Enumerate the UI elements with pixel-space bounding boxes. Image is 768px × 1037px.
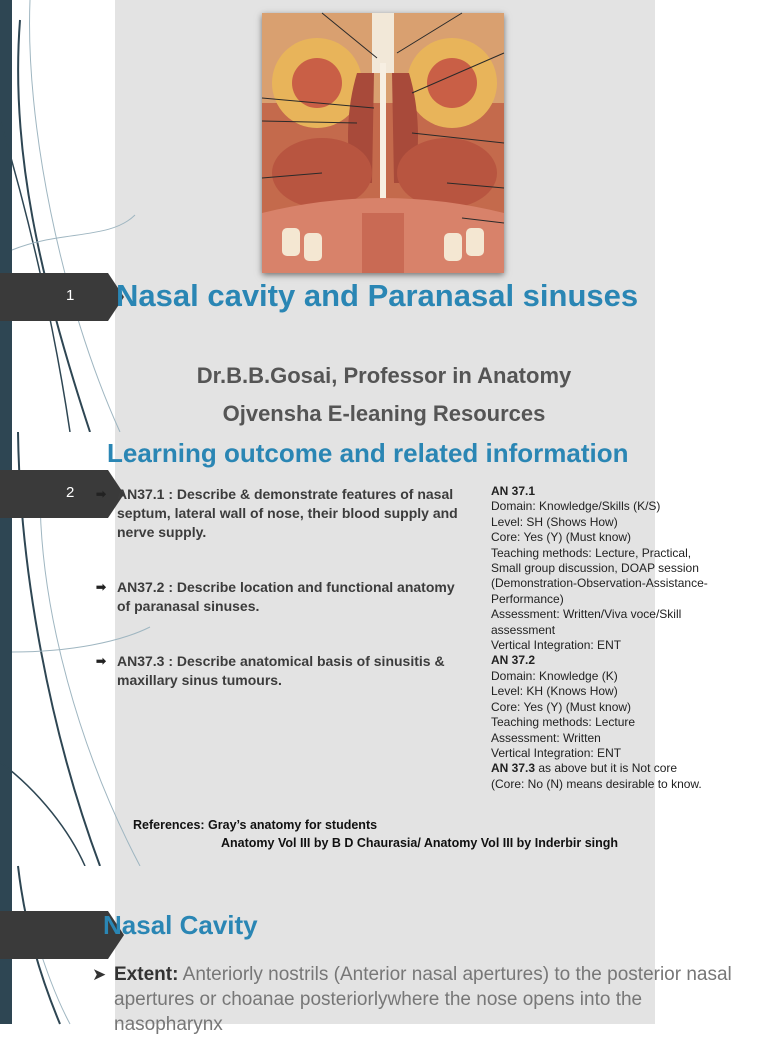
references-line-1: References: Gray’s anatomy for students [133,818,378,832]
detail-line: Domain: Knowledge (K) [491,668,618,683]
outcome-item-3 [96,652,466,690]
detail-line: Assessment: Written/Viva voce/Skill [491,607,682,622]
detail-line: Core: Yes (Y) (Must know) [491,699,632,714]
slide-2 [0,432,768,866]
author-line: Dr.B.B.Gosai, Professor in Anatomy [196,363,572,388]
outcome-text: AN37.3 : Describe anatomical basis of sinusitis & maxillary sinus tumours. [117,653,445,688]
slide-number-tab [0,273,108,321]
slide-title: Nasal cavity and Paranasal sinuses [116,278,639,313]
organization-line: Ojvensha E-leaning Resources [222,401,546,426]
detail-line: Performance) [491,591,564,606]
nasal-anatomy-illustration [262,13,504,273]
outcome-text: AN37.2 : Describe location and functional anatomy of paranasal sinuses. [117,579,455,614]
detail-line: Core: Yes (Y) (Must know) [491,530,632,545]
an372-heading: AN 37.2 [491,653,536,668]
outcome-item-2 [96,578,466,616]
slide-number-tab [0,911,108,959]
an371-heading: AN 37.1 [491,484,536,498]
extent-bullet [92,962,742,1037]
slide-number-tab [0,470,108,518]
pointing-arrow-icon: ➡ [96,487,107,501]
references-line-2: Anatomy Vol III by B D Chaurasia/ Anatomy Vol III by Inderbir singh [221,836,619,850]
extent-label: Extent: [114,964,179,985]
slide-number: 1 [66,287,75,304]
slide-1 [0,0,768,432]
chevron-arrow-icon: ➤ [92,965,107,984]
pointing-arrow-icon: ➡ [96,580,107,594]
an373-heading: AN 37.3 [491,761,536,776]
outcome-text: AN37.1 : Describe & demonstrate features of nasal septum, lateral wall of nose, their blood supply and nerve supply. [117,486,458,540]
detail-line: Teaching methods: Lecture [491,715,636,730]
detail-line: Assessment: Written [491,730,601,745]
extent-body [114,962,742,1037]
detail-line: Small group discussion, DOAP session [491,561,699,576]
slide-title: Learning outcome and related information [107,438,629,468]
detail-line: Vertical Integration: ENT [491,638,622,653]
slide-title: Nasal Cavity [103,910,258,940]
outcome-item-1 [96,485,466,542]
detail-line: (Core: No (N) means desirable to know. [491,776,702,791]
slide-3 [0,866,768,1035]
detail-line: Teaching methods: Lecture, Practical, [491,545,692,560]
an373-text: as above but it is Not core [535,761,678,776]
detail-line: assessment [491,622,556,637]
extent-text: Anteriorly nostrils (Anterior nasal apertures) to the posterior nasal apertures or choanae posteriorlywhere the nose opens into the nasopharynx [114,964,732,1035]
pointing-arrow-icon: ➡ [96,654,107,668]
detail-line: Level: SH (Shows How) [491,514,618,529]
detail-line: (Demonstration-Observation-Assistance- [491,576,708,591]
detail-line: Level: KH (Knows How) [491,684,618,699]
detail-line: Vertical Integration: ENT [491,745,622,760]
detail-line: Domain: Knowledge/Skills (K/S) [491,499,661,514]
slide-number: 2 [66,484,75,501]
competency-details [491,484,761,792]
